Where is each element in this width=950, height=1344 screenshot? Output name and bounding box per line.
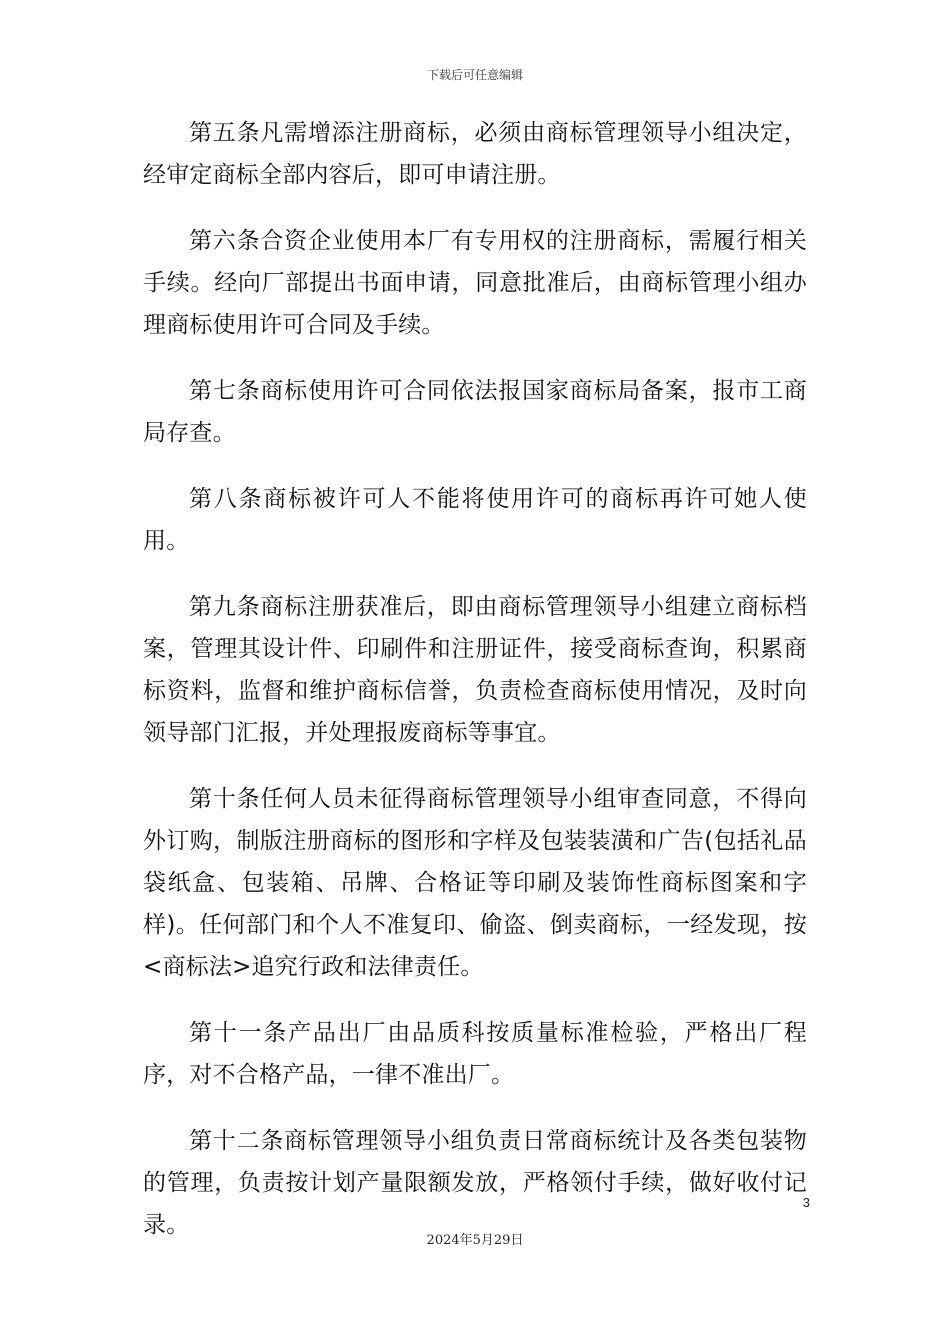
page-number: 3 [802, 1195, 810, 1210]
document-body [143, 112, 807, 1270]
article-5-paragraph: 第五条凡需增添注册商标，必须由商标管理领导小组决定，经审定商标全部内容后，即可申请注册。 [143, 120, 807, 188]
article-6-paragraph: 第六条合资企业使用本厂有专用权的注册商标，需履行相关手续。经向厂部提出书面申请，同意批准后，由商标管理小组办理商标使用许可合同及手续。 [143, 228, 807, 338]
article-11-paragraph: 第十一条产品出厂由品质科按质量标准检验，严格出厂程序，对不合格产品，一律不准出厂。 [143, 1020, 807, 1088]
article-9-paragraph: 第九条商标注册获准后，即由商标管理领导小组建立商标档案，管理其设计件、印刷件和注册证件，接受商标查询，积累商标资料，监督和维护商标信誉，负责检查商标使用情况，及时向领导部门汇报，并处理报废商标等事宜。 [143, 594, 807, 746]
article-8-paragraph: 第八条商标被许可人不能将使用许可的商标再许可她人使用。 [143, 486, 807, 554]
article-12-paragraph: 第十二条商标管理领导小组负责日常商标统计及各类包装物的管理，负责按计划产量限额发放，严格领付手续，做好收付记录。 [143, 1128, 807, 1238]
article-10-paragraph: 第十条任何人员未征得商标管理领导小组审查同意，不得向外订购，制版注册商标的图形和字样及包装装潢和广告(包括礼品袋纸盒、包装箱、吊牌、合格证等印刷及装饰性商标图案和字样)。任何部门和个人不准复印、偷盗、倒卖商标，一经发现，按<商标法>追究行政和法律责任。 [143, 786, 807, 980]
article-7-paragraph: 第七条商标使用许可合同依法报国家商标局备案，报市工商局存查。 [143, 378, 807, 446]
page-header: 下载后可任意编辑 [426, 68, 523, 82]
page-footer-date: 2024年5月29日 [426, 1233, 524, 1248]
